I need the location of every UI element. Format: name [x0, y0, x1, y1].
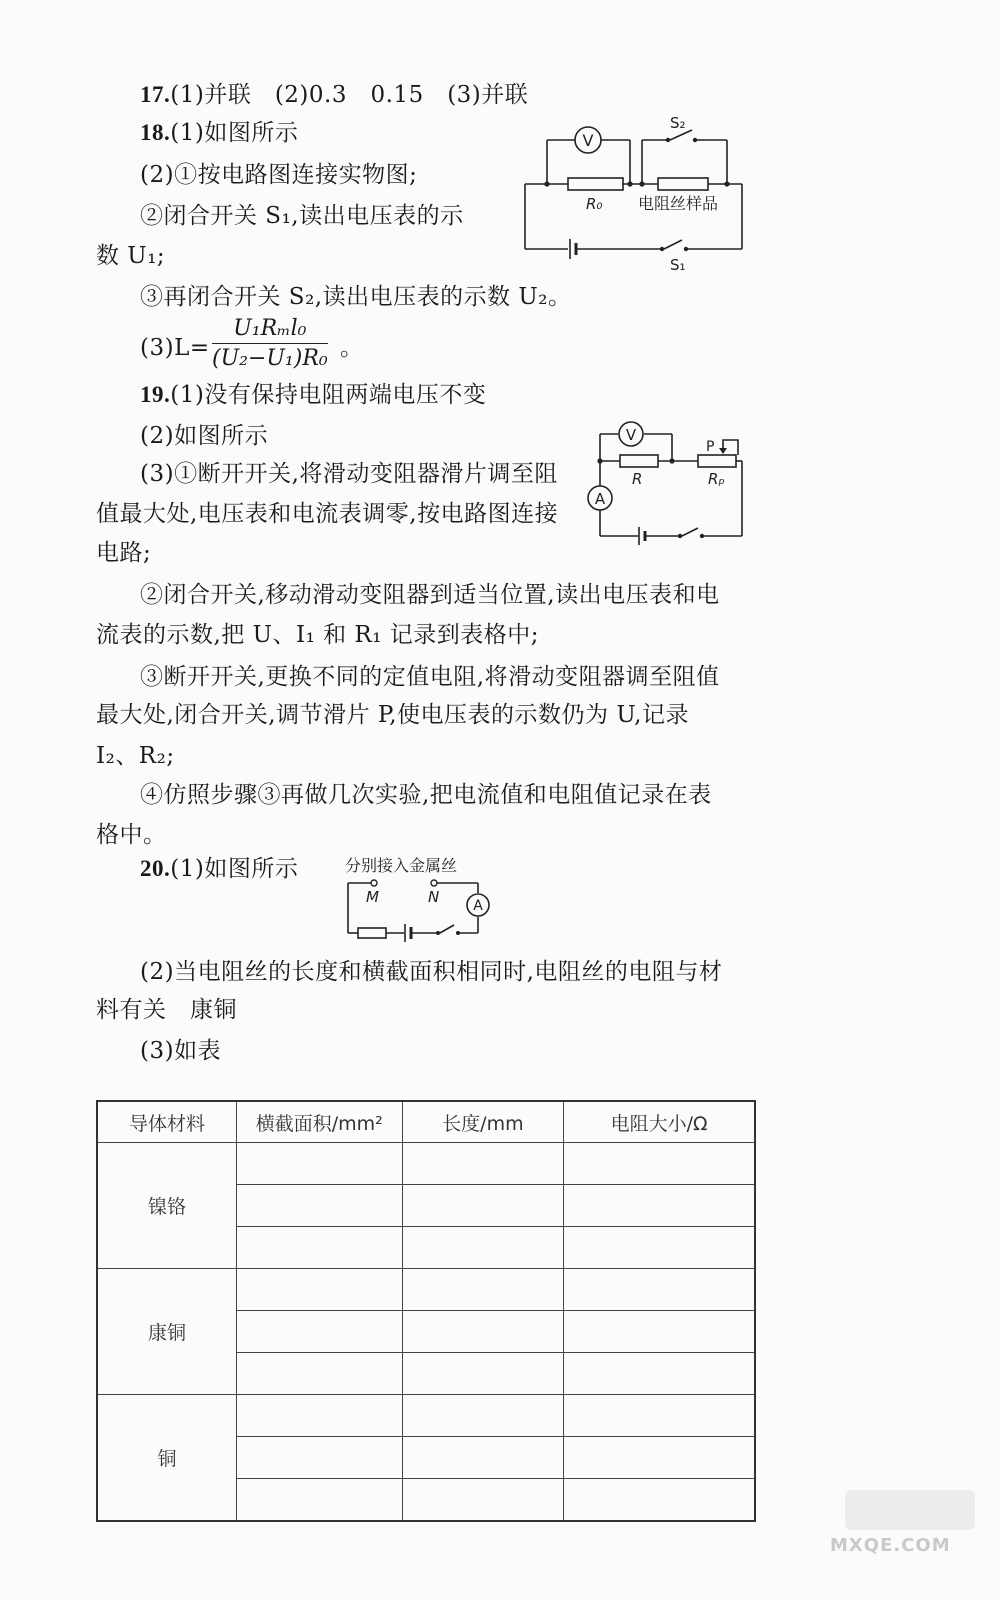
q19-part3-step1b: 值最大处,电压表和电流表调零,按电路图连接 [96, 501, 559, 527]
q18-part2-step2a: ②闭合开关 S₁,读出电压表的示 [140, 203, 464, 229]
q19-number: 19. [140, 382, 171, 407]
table-cell [237, 1185, 403, 1227]
q20-number: 20. [140, 856, 171, 881]
table-cell [402, 1395, 564, 1437]
table-row [97, 1143, 755, 1185]
switch-s2-label: S₂ [670, 114, 686, 132]
ammeter-label-20: A [473, 898, 483, 914]
table-cell [564, 1395, 755, 1437]
material-constantan: 康铜 [97, 1269, 237, 1395]
q19-step2a: ②闭合开关,移动滑动变阻器到适当位置,读出电压表和电 [140, 582, 720, 608]
q19-part2: (2)如图所示 [140, 423, 269, 449]
q20-circuit-diagram [340, 855, 500, 945]
q18-formula-suffix: 。 [340, 335, 364, 361]
q18-part2: (2)①按电路图连接实物图; [140, 162, 418, 188]
table-cell [564, 1479, 755, 1522]
voltmeter-label-19: V [625, 426, 637, 444]
q19-step3c: I₂、R₂; [96, 743, 175, 769]
table-cell [237, 1479, 403, 1522]
q19-circuit-diagram [580, 418, 750, 546]
material-copper: 铜 [97, 1395, 237, 1522]
q20-part2a: (2)当电阻丝的长度和横截面积相同时,电阻丝的电阻与材 [140, 959, 723, 985]
header-cross-section: 横截面积/mm² [237, 1101, 403, 1143]
table-cell [564, 1185, 755, 1227]
table-cell [564, 1353, 755, 1395]
q19-step3a: ③断开开关,更换不同的定值电阻,将滑动变阻器调至阻值 [140, 664, 720, 690]
q17-answer: (1)并联 (2)0.3 0.15 (3)并联 [170, 82, 529, 108]
table-cell [402, 1143, 564, 1185]
table-cell [237, 1311, 403, 1353]
watermark-text: MXQE.COM [830, 1535, 951, 1556]
slider-p-label: P [706, 439, 715, 455]
table-cell [237, 1143, 403, 1185]
q19-step3b: 最大处,闭合开关,调节滑片 P,使电压表的示数仍为 U,记录 [96, 702, 689, 728]
q18-part2-step3: ③再闭合开关 S₂,读出电压表的示数 U₂。 [140, 284, 572, 310]
q19-line-1 [140, 380, 486, 410]
table-cell [564, 1311, 755, 1353]
table-cell [564, 1437, 755, 1479]
table-cell [564, 1269, 755, 1311]
q18-number: 18. [140, 120, 171, 145]
q20-line-1 [140, 854, 298, 884]
q19-part1: (1)没有保持电阻两端电压不变 [170, 382, 487, 408]
terminal-n-label: N [428, 888, 440, 906]
table-row [97, 1395, 755, 1437]
table-cell [237, 1395, 403, 1437]
header-length: 长度/mm [402, 1101, 564, 1143]
q18-line-1 [140, 118, 298, 148]
table-cell [402, 1311, 564, 1353]
table-cell [402, 1437, 564, 1479]
switch-s1-label: S₁ [670, 256, 686, 274]
q19-part3-step1a: (3)①断开开关,将滑动变阻器滑片调至阻 [140, 461, 558, 487]
q20-part1: (1)如图所示 [170, 856, 299, 882]
resistor-r-label: R [632, 470, 643, 488]
q18-circuit-diagram [520, 112, 750, 282]
q20-part3: (3)如表 [140, 1038, 222, 1064]
resistor-r0-label: R₀ [586, 195, 603, 213]
table-cell [237, 1269, 403, 1311]
table-cell [237, 1353, 403, 1395]
watermark-logo [845, 1490, 975, 1530]
rheostat-rp-label: Rₚ [708, 470, 725, 488]
q18-formula-denominator: (U₂−U₁)R₀ [212, 346, 328, 371]
q18-part2-step2b: 数 U₁; [96, 243, 166, 269]
q20-part2b: 料有关 康铜 [96, 997, 237, 1023]
table-cell [402, 1479, 564, 1522]
ammeter-label-19: A [594, 490, 606, 508]
q18-formula-prefix: (3)L= [140, 335, 210, 361]
terminal-m-label: M [366, 888, 379, 906]
material-nichrome: 镍铬 [97, 1143, 237, 1269]
table-row [97, 1269, 755, 1311]
q17-line [140, 80, 528, 110]
q18-part1: (1)如图所示 [170, 120, 299, 146]
q20-data-table [96, 1100, 756, 1522]
q19-step4b: 格中。 [96, 822, 167, 848]
q17-number: 17. [140, 82, 171, 107]
q20-circuit-caption: 分别接入金属丝 [345, 856, 458, 875]
sample-wire-label: 电阻丝样品 [638, 194, 719, 213]
table-cell [237, 1437, 403, 1479]
table-cell [402, 1185, 564, 1227]
voltmeter-label-18: V [582, 131, 594, 150]
table-header-row [97, 1101, 755, 1143]
q18-formula-numerator: U₁Rₘl₀ [212, 316, 328, 344]
table-cell [237, 1227, 403, 1269]
table-cell [402, 1353, 564, 1395]
q19-step4a: ④仿照步骤③再做几次实验,把电流值和电阻值记录在表 [140, 782, 712, 808]
q19-part3-step1c: 电路; [96, 540, 152, 566]
table-cell [402, 1269, 564, 1311]
table-cell [564, 1227, 755, 1269]
header-material: 导体材料 [97, 1101, 237, 1143]
q19-step2b: 流表的示数,把 U、I₁ 和 R₁ 记录到表格中; [96, 622, 540, 648]
header-resistance: 电阻大小/Ω [564, 1101, 755, 1143]
table-cell [564, 1143, 755, 1185]
q18-formula-fraction [212, 316, 328, 371]
table-cell [402, 1227, 564, 1269]
